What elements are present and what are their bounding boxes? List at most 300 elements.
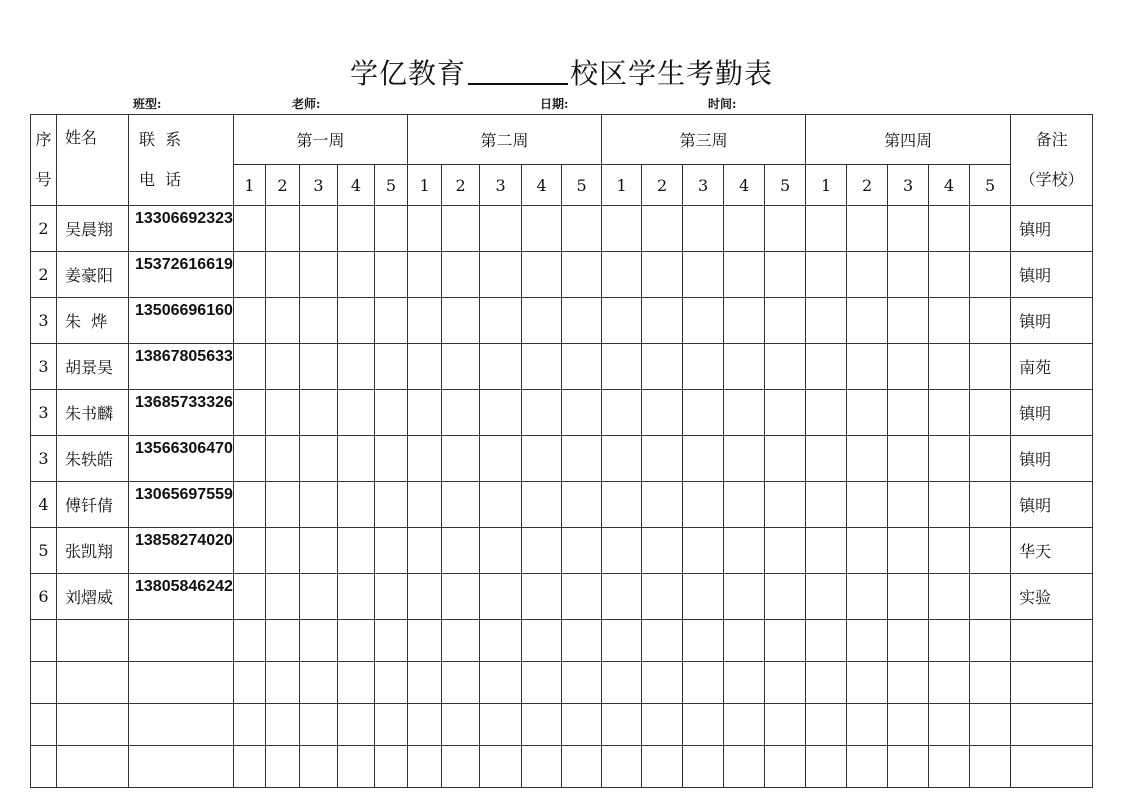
- day-header: 1: [408, 165, 442, 206]
- attendance-cell[interactable]: [300, 206, 338, 252]
- attendance-cell[interactable]: [602, 206, 642, 252]
- row-index: 6: [31, 574, 57, 620]
- table-row: [31, 662, 1093, 704]
- attendance-cell[interactable]: [602, 528, 642, 574]
- attendance-cell[interactable]: [408, 298, 442, 344]
- attendance-cell[interactable]: [266, 662, 300, 704]
- attendance-cell[interactable]: [562, 482, 602, 528]
- attendance-cell[interactable]: [562, 206, 602, 252]
- sheet-title: [0, 52, 1123, 92]
- attendance-cell[interactable]: [338, 252, 375, 298]
- attendance-cell[interactable]: [765, 662, 806, 704]
- attendance-cell[interactable]: [683, 298, 724, 344]
- attendance-cell[interactable]: [847, 528, 888, 574]
- attendance-cell[interactable]: [888, 206, 929, 252]
- attendance-cell[interactable]: [765, 436, 806, 482]
- attendance-cell[interactable]: [888, 662, 929, 704]
- attendance-cell[interactable]: [408, 252, 442, 298]
- attendance-cell[interactable]: [266, 344, 300, 390]
- attendance-cell[interactable]: [442, 390, 480, 436]
- attendance-cell[interactable]: [970, 704, 1011, 746]
- school-note[interactable]: [1011, 620, 1093, 662]
- attendance-cell[interactable]: [266, 298, 300, 344]
- attendance-cell[interactable]: [234, 746, 266, 788]
- attendance-cell[interactable]: [929, 436, 970, 482]
- attendance-cell[interactable]: [642, 528, 683, 574]
- attendance-cell[interactable]: [847, 206, 888, 252]
- attendance-cell[interactable]: [724, 436, 765, 482]
- attendance-cell[interactable]: [642, 344, 683, 390]
- attendance-cell[interactable]: [806, 528, 847, 574]
- student-name[interactable]: [57, 620, 129, 662]
- attendance-cell[interactable]: [408, 390, 442, 436]
- attendance-cell[interactable]: [562, 344, 602, 390]
- attendance-cell[interactable]: [765, 206, 806, 252]
- attendance-cell[interactable]: [970, 662, 1011, 704]
- student-name[interactable]: [57, 662, 129, 704]
- attendance-cell[interactable]: [338, 704, 375, 746]
- student-phone: 13566306470: [129, 436, 234, 482]
- attendance-cell[interactable]: [970, 206, 1011, 252]
- attendance-cell[interactable]: [442, 344, 480, 390]
- attendance-cell[interactable]: [847, 574, 888, 620]
- attendance-cell[interactable]: [642, 436, 683, 482]
- attendance-cell[interactable]: [442, 574, 480, 620]
- attendance-cell[interactable]: [847, 662, 888, 704]
- attendance-cell[interactable]: [765, 574, 806, 620]
- attendance-cell[interactable]: [562, 574, 602, 620]
- attendance-cell[interactable]: [522, 482, 562, 528]
- attendance-cell[interactable]: [970, 574, 1011, 620]
- attendance-cell[interactable]: [338, 746, 375, 788]
- attendance-cell[interactable]: [234, 390, 266, 436]
- attendance-cell[interactable]: [765, 252, 806, 298]
- attendance-cell[interactable]: [442, 206, 480, 252]
- attendance-cell[interactable]: [408, 574, 442, 620]
- attendance-cell[interactable]: [602, 344, 642, 390]
- attendance-cell[interactable]: [480, 704, 522, 746]
- attendance-cell[interactable]: [602, 436, 642, 482]
- attendance-cell[interactable]: [806, 436, 847, 482]
- attendance-cell[interactable]: [929, 620, 970, 662]
- student-phone[interactable]: [129, 662, 234, 704]
- attendance-cell[interactable]: [480, 620, 522, 662]
- attendance-cell[interactable]: [234, 482, 266, 528]
- attendance-cell[interactable]: [408, 620, 442, 662]
- school-note[interactable]: [1011, 746, 1093, 788]
- attendance-cell[interactable]: [375, 482, 408, 528]
- attendance-cell[interactable]: [642, 746, 683, 788]
- attendance-cell[interactable]: [888, 344, 929, 390]
- student-phone[interactable]: [129, 746, 234, 788]
- attendance-cell[interactable]: [929, 206, 970, 252]
- attendance-cell[interactable]: [929, 344, 970, 390]
- attendance-cell[interactable]: [847, 252, 888, 298]
- day-header: 3: [480, 165, 522, 206]
- table-row: [31, 436, 1093, 482]
- attendance-cell[interactable]: [724, 620, 765, 662]
- attendance-cell[interactable]: [724, 574, 765, 620]
- attendance-cell[interactable]: [929, 704, 970, 746]
- row-index[interactable]: [31, 662, 57, 704]
- student-name: 张凯翔: [57, 528, 129, 574]
- attendance-cell[interactable]: [724, 206, 765, 252]
- title-prefix: 学亿教育: [349, 57, 466, 90]
- attendance-cell[interactable]: [300, 620, 338, 662]
- attendance-cell[interactable]: [522, 436, 562, 482]
- attendance-cell[interactable]: [562, 436, 602, 482]
- attendance-cell[interactable]: [300, 662, 338, 704]
- attendance-cell[interactable]: [683, 528, 724, 574]
- campus-blank[interactable]: [468, 57, 568, 85]
- attendance-cell[interactable]: [970, 482, 1011, 528]
- attendance-cell[interactable]: [562, 390, 602, 436]
- attendance-cell[interactable]: [266, 482, 300, 528]
- attendance-cell[interactable]: [375, 574, 408, 620]
- attendance-cell[interactable]: [480, 482, 522, 528]
- row-index[interactable]: [31, 746, 57, 788]
- attendance-cell[interactable]: [602, 390, 642, 436]
- attendance-cell[interactable]: [847, 620, 888, 662]
- attendance-cell[interactable]: [970, 746, 1011, 788]
- attendance-cell[interactable]: [442, 436, 480, 482]
- attendance-cell[interactable]: [724, 482, 765, 528]
- attendance-cell[interactable]: [970, 528, 1011, 574]
- attendance-cell[interactable]: [522, 390, 562, 436]
- attendance-cell[interactable]: [683, 252, 724, 298]
- attendance-cell[interactable]: [338, 662, 375, 704]
- student-phone[interactable]: [129, 620, 234, 662]
- attendance-cell[interactable]: [300, 528, 338, 574]
- attendance-cell[interactable]: [724, 252, 765, 298]
- attendance-cell[interactable]: [847, 704, 888, 746]
- attendance-cell[interactable]: [724, 662, 765, 704]
- attendance-cell[interactable]: [442, 620, 480, 662]
- attendance-cell[interactable]: [408, 344, 442, 390]
- attendance-cell[interactable]: [522, 620, 562, 662]
- attendance-table: [30, 114, 1093, 788]
- attendance-cell[interactable]: [522, 528, 562, 574]
- attendance-cell[interactable]: [888, 620, 929, 662]
- attendance-cell[interactable]: [442, 298, 480, 344]
- attendance-cell[interactable]: [300, 390, 338, 436]
- attendance-cell[interactable]: [266, 436, 300, 482]
- attendance-cell[interactable]: [375, 344, 408, 390]
- attendance-cell[interactable]: [375, 528, 408, 574]
- attendance-cell[interactable]: [765, 298, 806, 344]
- attendance-cell[interactable]: [970, 620, 1011, 662]
- attendance-cell[interactable]: [642, 662, 683, 704]
- attendance-cell[interactable]: [765, 746, 806, 788]
- attendance-cell[interactable]: [266, 746, 300, 788]
- attendance-cell[interactable]: [442, 252, 480, 298]
- attendance-cell[interactable]: [562, 528, 602, 574]
- attendance-cell[interactable]: [408, 528, 442, 574]
- attendance-cell[interactable]: [522, 662, 562, 704]
- attendance-cell[interactable]: [300, 746, 338, 788]
- attendance-cell[interactable]: [765, 704, 806, 746]
- attendance-cell[interactable]: [602, 574, 642, 620]
- attendance-cell[interactable]: [375, 704, 408, 746]
- attendance-cell[interactable]: [234, 528, 266, 574]
- attendance-cell[interactable]: [806, 344, 847, 390]
- attendance-cell[interactable]: [683, 662, 724, 704]
- attendance-cell[interactable]: [806, 482, 847, 528]
- attendance-cell[interactable]: [806, 574, 847, 620]
- attendance-cell[interactable]: [300, 704, 338, 746]
- attendance-cell[interactable]: [888, 746, 929, 788]
- attendance-cell[interactable]: [234, 620, 266, 662]
- student-phone: 13306692323: [129, 206, 234, 252]
- attendance-cell[interactable]: [888, 298, 929, 344]
- attendance-cell[interactable]: [480, 662, 522, 704]
- attendance-cell[interactable]: [522, 704, 562, 746]
- attendance-cell[interactable]: [683, 574, 724, 620]
- attendance-cell[interactable]: [765, 344, 806, 390]
- attendance-cell[interactable]: [375, 436, 408, 482]
- attendance-cell[interactable]: [234, 704, 266, 746]
- attendance-cell[interactable]: [300, 298, 338, 344]
- attendance-cell[interactable]: [929, 662, 970, 704]
- attendance-cell[interactable]: [847, 390, 888, 436]
- attendance-cell[interactable]: [266, 574, 300, 620]
- attendance-cell[interactable]: [602, 298, 642, 344]
- attendance-cell[interactable]: [724, 390, 765, 436]
- row-index: 3: [31, 436, 57, 482]
- attendance-cell[interactable]: [375, 620, 408, 662]
- attendance-cell[interactable]: [408, 746, 442, 788]
- attendance-cell[interactable]: [562, 620, 602, 662]
- attendance-cell[interactable]: [970, 344, 1011, 390]
- day-header: 4: [929, 165, 970, 206]
- student-phone: 13867805633: [129, 344, 234, 390]
- attendance-cell[interactable]: [765, 528, 806, 574]
- attendance-cell[interactable]: [642, 252, 683, 298]
- student-phone[interactable]: [129, 704, 234, 746]
- day-header: 5: [765, 165, 806, 206]
- school-note[interactable]: [1011, 662, 1093, 704]
- attendance-cell[interactable]: [847, 482, 888, 528]
- attendance-cell[interactable]: [375, 746, 408, 788]
- attendance-cell[interactable]: [642, 206, 683, 252]
- attendance-cell[interactable]: [442, 704, 480, 746]
- attendance-cell[interactable]: [300, 482, 338, 528]
- attendance-cell[interactable]: [480, 574, 522, 620]
- attendance-cell[interactable]: [234, 206, 266, 252]
- attendance-cell[interactable]: [683, 704, 724, 746]
- attendance-cell[interactable]: [442, 746, 480, 788]
- attendance-cell[interactable]: [602, 482, 642, 528]
- attendance-cell[interactable]: [338, 528, 375, 574]
- attendance-cell[interactable]: [408, 704, 442, 746]
- attendance-cell[interactable]: [480, 436, 522, 482]
- attendance-cell[interactable]: [806, 298, 847, 344]
- attendance-cell[interactable]: [806, 206, 847, 252]
- attendance-cell[interactable]: [375, 252, 408, 298]
- attendance-cell[interactable]: [338, 436, 375, 482]
- note-header: [1011, 115, 1093, 206]
- attendance-cell[interactable]: [338, 620, 375, 662]
- attendance-cell[interactable]: [522, 574, 562, 620]
- attendance-cell[interactable]: [522, 252, 562, 298]
- attendance-cell[interactable]: [929, 574, 970, 620]
- day-header: 2: [847, 165, 888, 206]
- attendance-cell[interactable]: [929, 746, 970, 788]
- attendance-cell[interactable]: [806, 390, 847, 436]
- attendance-cell[interactable]: [442, 482, 480, 528]
- attendance-cell[interactable]: [480, 390, 522, 436]
- attendance-cell[interactable]: [602, 746, 642, 788]
- attendance-cell[interactable]: [765, 620, 806, 662]
- attendance-cell[interactable]: [683, 390, 724, 436]
- attendance-cell[interactable]: [300, 252, 338, 298]
- attendance-cell[interactable]: [522, 746, 562, 788]
- attendance-cell[interactable]: [480, 746, 522, 788]
- attendance-cell[interactable]: [970, 252, 1011, 298]
- attendance-cell[interactable]: [234, 252, 266, 298]
- attendance-cell[interactable]: [338, 206, 375, 252]
- attendance-cell[interactable]: [642, 390, 683, 436]
- row-index[interactable]: [31, 704, 57, 746]
- attendance-cell[interactable]: [602, 704, 642, 746]
- attendance-cell[interactable]: [642, 298, 683, 344]
- attendance-cell[interactable]: [683, 620, 724, 662]
- attendance-cell[interactable]: [602, 662, 642, 704]
- attendance-cell[interactable]: [642, 574, 683, 620]
- attendance-cell[interactable]: [806, 662, 847, 704]
- attendance-cell[interactable]: [522, 344, 562, 390]
- attendance-cell[interactable]: [847, 436, 888, 482]
- attendance-cell[interactable]: [375, 390, 408, 436]
- attendance-cell[interactable]: [266, 620, 300, 662]
- attendance-cell[interactable]: [847, 298, 888, 344]
- attendance-cell[interactable]: [234, 574, 266, 620]
- attendance-cell[interactable]: [442, 662, 480, 704]
- day-header: 4: [724, 165, 765, 206]
- attendance-cell[interactable]: [970, 436, 1011, 482]
- student-name[interactable]: [57, 746, 129, 788]
- attendance-cell[interactable]: [806, 746, 847, 788]
- attendance-cell[interactable]: [338, 390, 375, 436]
- attendance-cell[interactable]: [480, 528, 522, 574]
- school-note[interactable]: [1011, 704, 1093, 746]
- attendance-cell[interactable]: [562, 298, 602, 344]
- attendance-cell[interactable]: [765, 482, 806, 528]
- attendance-cell[interactable]: [266, 528, 300, 574]
- attendance-cell[interactable]: [888, 436, 929, 482]
- attendance-cell[interactable]: [442, 528, 480, 574]
- attendance-cell[interactable]: [375, 662, 408, 704]
- attendance-cell[interactable]: [929, 482, 970, 528]
- attendance-cell[interactable]: [888, 574, 929, 620]
- attendance-cell[interactable]: [602, 620, 642, 662]
- attendance-cell[interactable]: [375, 298, 408, 344]
- day-header: 1: [806, 165, 847, 206]
- attendance-cell[interactable]: [408, 482, 442, 528]
- table-row: [31, 620, 1093, 662]
- attendance-cell[interactable]: [234, 344, 266, 390]
- attendance-cell[interactable]: [338, 344, 375, 390]
- student-name[interactable]: [57, 704, 129, 746]
- attendance-cell[interactable]: [929, 252, 970, 298]
- attendance-cell[interactable]: [642, 704, 683, 746]
- attendance-cell[interactable]: [562, 704, 602, 746]
- attendance-cell[interactable]: [300, 344, 338, 390]
- school-note: 镇明: [1011, 390, 1093, 436]
- attendance-cell[interactable]: [888, 252, 929, 298]
- attendance-cell[interactable]: [888, 704, 929, 746]
- attendance-cell[interactable]: [724, 704, 765, 746]
- attendance-cell[interactable]: [234, 662, 266, 704]
- attendance-cell[interactable]: [929, 390, 970, 436]
- attendance-cell[interactable]: [970, 298, 1011, 344]
- attendance-cell[interactable]: [602, 252, 642, 298]
- row-index[interactable]: [31, 620, 57, 662]
- day-header: 2: [266, 165, 300, 206]
- attendance-cell[interactable]: [888, 482, 929, 528]
- attendance-cell[interactable]: [480, 298, 522, 344]
- attendance-cell[interactable]: [642, 620, 683, 662]
- attendance-cell[interactable]: [642, 482, 683, 528]
- attendance-cell[interactable]: [562, 252, 602, 298]
- attendance-cell[interactable]: [266, 390, 300, 436]
- attendance-cell[interactable]: [724, 298, 765, 344]
- row-index: 3: [31, 390, 57, 436]
- attendance-cell[interactable]: [888, 528, 929, 574]
- attendance-cell[interactable]: [266, 252, 300, 298]
- attendance-cell[interactable]: [480, 206, 522, 252]
- attendance-cell[interactable]: [929, 298, 970, 344]
- attendance-cell[interactable]: [724, 344, 765, 390]
- attendance-cell[interactable]: [300, 436, 338, 482]
- attendance-cell[interactable]: [806, 252, 847, 298]
- attendance-cell[interactable]: [683, 344, 724, 390]
- attendance-cell[interactable]: [234, 436, 266, 482]
- attendance-cell[interactable]: [888, 390, 929, 436]
- attendance-cell[interactable]: [300, 574, 338, 620]
- attendance-cell[interactable]: [522, 298, 562, 344]
- attendance-cell[interactable]: [408, 206, 442, 252]
- attendance-cell[interactable]: [683, 746, 724, 788]
- attendance-cell[interactable]: [970, 390, 1011, 436]
- attendance-cell[interactable]: [724, 746, 765, 788]
- attendance-cell[interactable]: [234, 298, 266, 344]
- attendance-cell[interactable]: [522, 206, 562, 252]
- attendance-cell[interactable]: [683, 206, 724, 252]
- attendance-cell[interactable]: [480, 344, 522, 390]
- attendance-cell[interactable]: [562, 662, 602, 704]
- attendance-cell[interactable]: [266, 206, 300, 252]
- attendance-cell[interactable]: [847, 746, 888, 788]
- attendance-cell[interactable]: [480, 252, 522, 298]
- attendance-cell[interactable]: [338, 574, 375, 620]
- attendance-cell[interactable]: [408, 662, 442, 704]
- attendance-cell[interactable]: [338, 298, 375, 344]
- attendance-cell[interactable]: [338, 482, 375, 528]
- attendance-cell[interactable]: [375, 206, 408, 252]
- attendance-cell[interactable]: [683, 482, 724, 528]
- attendance-cell[interactable]: [765, 390, 806, 436]
- attendance-cell[interactable]: [847, 344, 888, 390]
- attendance-cell[interactable]: [724, 528, 765, 574]
- attendance-cell[interactable]: [408, 436, 442, 482]
- attendance-cell[interactable]: [806, 620, 847, 662]
- attendance-cell[interactable]: [683, 436, 724, 482]
- attendance-cell[interactable]: [266, 704, 300, 746]
- attendance-cell[interactable]: [929, 528, 970, 574]
- attendance-cell[interactable]: [806, 704, 847, 746]
- attendance-cell[interactable]: [562, 746, 602, 788]
